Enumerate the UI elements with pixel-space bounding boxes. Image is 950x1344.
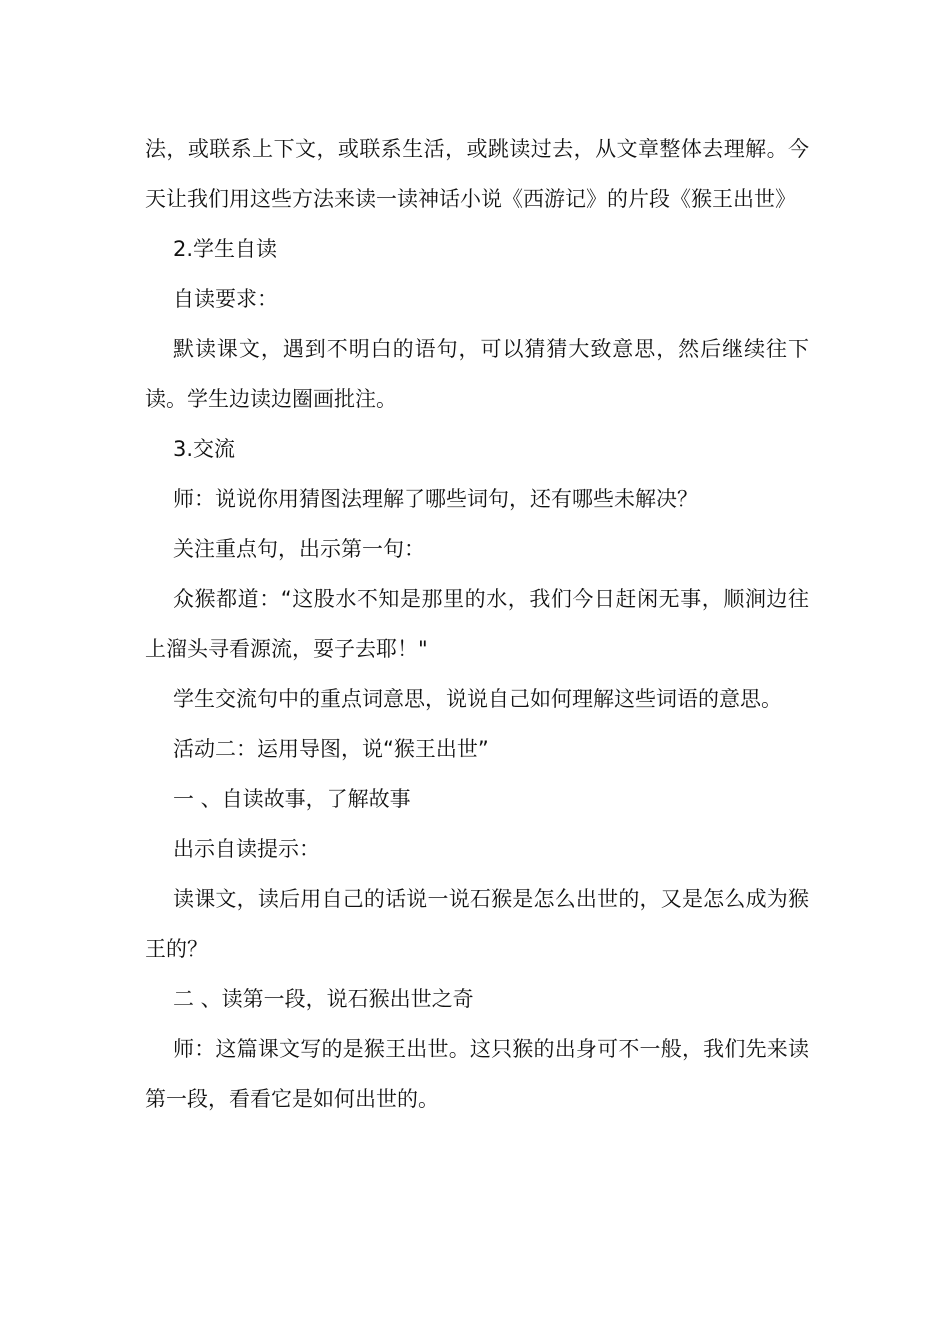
heading-activity-two: 活动二：运用导图，说“猴王出世” <box>173 737 489 761</box>
heading-section-two: 二 、读第一段，说石猴出世之奇 <box>173 987 474 1011</box>
paragraph-teacher-intro: 师：这篇课文写的是猴王出世。这只猴的出身可不一般，我们先来读第一段，看看它是如何出世的。 <box>145 1037 809 1111</box>
paragraph-student-exchange: 学生交流句中的重点词意思，说说自己如何理解这些词语的意思。 <box>173 687 782 711</box>
document-body <box>145 124 809 1124</box>
paragraph-silent-reading: 默读课文，遇到不明白的语句，可以猜猜大致意思，然后继续往下读。学生边读边圈画批注。 <box>145 337 809 411</box>
heading-exchange: 3.交流 <box>173 437 236 461</box>
label-self-reading-hint: 出示自读提示： <box>173 837 320 861</box>
heading-student-self-reading: 2.学生自读 <box>173 237 278 261</box>
label-self-reading-requirements: 自读要求： <box>173 287 278 311</box>
paragraph-monkeys-quote: 众猴都道：“这股水不知是那里的水，我们今日赶闲无事，顺涧边往上溜头寻看源流，耍子去耶！" <box>145 587 809 661</box>
heading-section-one: 一 、自读故事，了解故事 <box>173 787 411 811</box>
paragraph-key-sentence-intro: 关注重点句，出示第一句： <box>173 537 425 561</box>
paragraph-teacher-question: 师：说说你用猜图法理解了哪些词句，还有哪些未解决？ <box>173 487 698 511</box>
paragraph-intro-continuation: 法，或联系上下文，或联系生活，或跳读过去，从文章整体去理解。今天让我们用这些方法来读一读神话小说《西游记》的片段《猴王出世》 <box>145 137 809 211</box>
paragraph-reading-task: 读课文，读后用自己的话说一说石猴是怎么出世的，又是怎么成为猴王的？ <box>145 887 809 961</box>
